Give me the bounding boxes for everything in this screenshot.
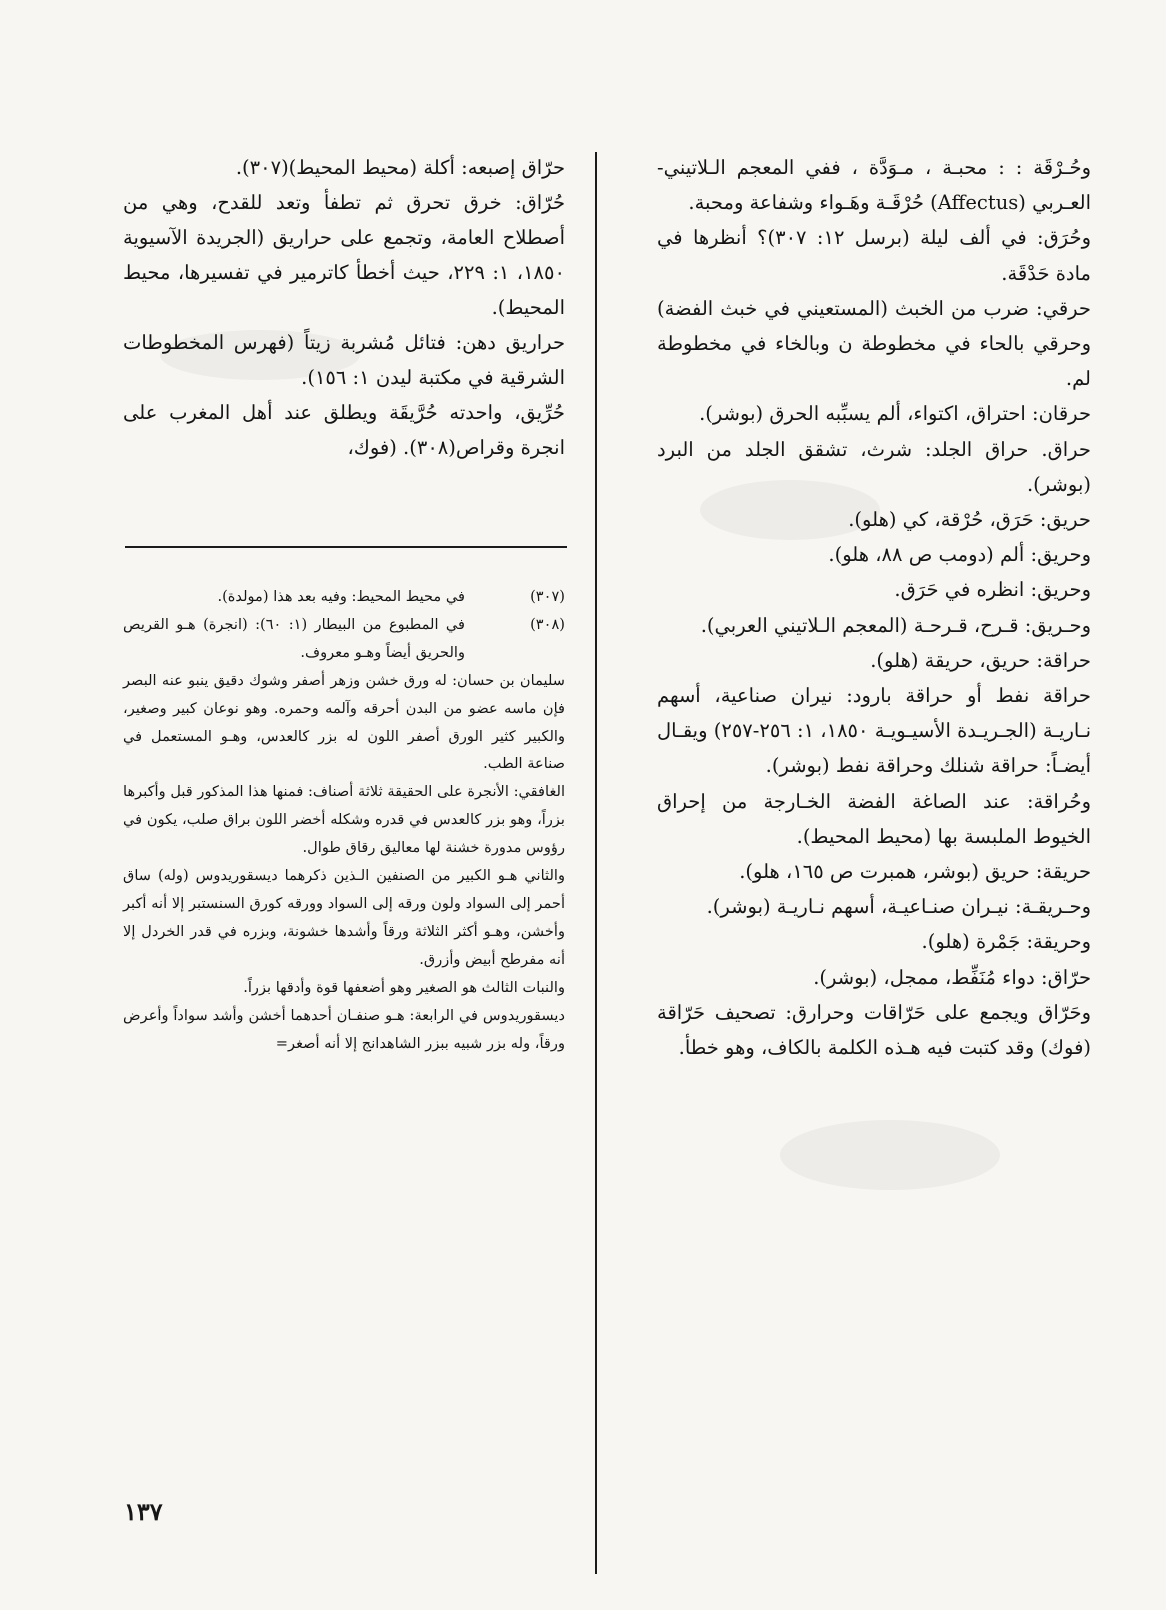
entry-paragraph: وحُراقة: عند الصاغة الفضة الخـارجة من إحراق الخيوط الملبسة بها (محيط المحيط). [657, 789, 1091, 848]
footnote-paragraph: ديسقوريدوس في الرابعة: هـو صنفـان أحدهما أخشن وأشد سواداً وأعرض ورقاً، وله بزر شبيه ببزر الشاهدانج إلا أنه أصغر= [123, 1006, 565, 1052]
entry-paragraph: حرّاق: دواء مُنَفِّط، ممجل، (بوشر). [813, 965, 1091, 989]
entry-paragraph: حريقة: حريق (بوشر، همبرت ص ١٦٥، هلو). [739, 860, 1091, 884]
footnotes [123, 583, 565, 1057]
footnote-paragraph: الغافقي: الأنجرة على الحقيقة ثلاثة أصناف: فمنها هذا المذكور قبل وأكبرها بزراً، وهو بزر كالعدس في قدره وشكله أخضر اللون براق صلب، يكون في رؤوس مدورة خشنة لها معاليق رقاق طوال. [123, 783, 565, 857]
scan-smudge [780, 1120, 1000, 1190]
column-divider [595, 152, 597, 1574]
right-column [657, 150, 1091, 1065]
entry-paragraph: حرقي: ضرب من الخبث (المستعيني في خبث الفضة) وحرقي بالحاء في مخطوطة ن وبالخاء في مخطوطة لم. [657, 296, 1091, 391]
footnote-number: (٣٠٨) [530, 615, 565, 633]
entry-paragraph: حراريق دهن: فتائل مُشربة زيتاً (فهرس المخطوطات الشرقية في مكتبة ليدن ١: ١٥٦). [123, 331, 565, 389]
footnote [123, 611, 565, 667]
entry-paragraph: حريق: حَرَق، حُرْقة، كي (هلو). [848, 508, 1091, 532]
entry-paragraph: وحـريق: قـرح، قـرحـة (المعجم الـلاتيني العربي). [700, 613, 1091, 637]
entry-paragraph: وحُرَق: في ألف ليلة (برسل ١٢: ٣٠٧)؟ أنظرها في مادة حَدْقَة. [657, 226, 1091, 285]
page-number: ١٣٧ [124, 1497, 163, 1526]
entry-paragraph: وحريقة: جَمْرة (هلو). [921, 930, 1091, 954]
footnote-separator [125, 546, 567, 548]
entry-paragraph: حُرّاق: خرق تحرق ثم تطفأ وتعد للقدح، وهي من أصطلاح العامة، وتجمع على حراريق (الجريدة الآسيوية ١٨٥٠، ١: ٢٢٩، حيث أخطأ كاترمير في تفسيرها، محيط المحيط). [123, 191, 565, 319]
footnote-number: (٣٠٧) [530, 588, 565, 605]
entry-paragraph: حراقة نفط أو حراقة بارود: نيران صناعية، أسهم نـاريـة (الجـريـدة الأسيـويـة ١٨٥٠، ١: ٢٥٦-٢٥٧) ويقـال أيضـاً: حراقة شنلك وحراقة نفط (بوشر). [657, 684, 1091, 778]
footnote-paragraph: سليمان بن حسان: له ورق خشن وزهر أصفر وشوك دقيق ينبو عنه البصر فإن ماسه عضو من البدن أحرقه وآلمه وحمره. وهو نوعان كبير وصغير، والكبير كثير الورق أصفر اللون له بزر كالعدس، وهـو المستعمل في صناعة الطب. [123, 671, 565, 773]
entry-paragraph: وحريق: ألم (دومب ص ٨٨، هلو). [828, 543, 1091, 567]
entry-paragraph: حُرِّيق، واحدته حُرَّيقَة ويطلق عند أهل المغرب على انجرة وقراص(٣٠٨). (فوك، [123, 401, 565, 459]
entry-paragraph: وحَرّاق ويجمع على حَرّاقات وحرارق: تصحيف حَرّاقة (فوك) وقد كتبت فيه هـذه الكلمة بالكاف، وهو خطأ. [657, 1000, 1091, 1060]
entry-paragraph: وحـريقـة: نيـران صنـاعيـة، أسهم نـاريـة (بوشر). [706, 895, 1091, 919]
footnote-paragraph: والثاني هـو الكبير من الصنفين الـذين ذكرهما ديسقوريدوس (وله) ساق أحمر إلى السواد ولون ورقه إلى السواد وورقه كورق السنستبر إلا أنه أكبر وأخشن، وهـو أكثر الثلاثة ورقاً وأشدها خشونة، وبزره في قدر الخردل إلا أنه مفرطح أبيض وأزرق. [123, 867, 566, 968]
entry-paragraph: حرّاق إصبعه: أكلة (محيط المحيط)(٣٠٧). [235, 156, 565, 179]
left-column [123, 150, 565, 465]
footnote [123, 583, 565, 611]
entry-paragraph: وحريق: انظره في حَرَق. [894, 578, 1091, 602]
entry-paragraph: وحُـرْقَة : : محبـة ، مـوَدَّة ، ففي المعجم الـلاتيني-العـربي (Affectus) حُرْقَـة وهَـواء وشفاعة ومحبة. [657, 156, 1091, 215]
footnote-text: في المطبوع من البيطار (١: ٦٠): (انجرة) هـو القريص والحريق أيضاً وهـو معروف. [123, 615, 466, 661]
entry-paragraph: حراق. حراق الجلد: شرث، تشقق الجلد من البرد (بوشر). [657, 437, 1091, 496]
entry-paragraph: حرقان: احتراق، اكتواء، ألم يسبِّبه الحرق (بوشر). [699, 402, 1091, 426]
entry-paragraph: حراقة: حريق، حريقة (هلو). [870, 648, 1091, 672]
footnote-text: في محيط المحيط: وفيه بعد هذا (مولدة). [217, 588, 465, 605]
footnote-paragraph: والنبات الثالث هو الصغير وهو أضعفها قوة وأدقها بزراً. [243, 978, 565, 996]
